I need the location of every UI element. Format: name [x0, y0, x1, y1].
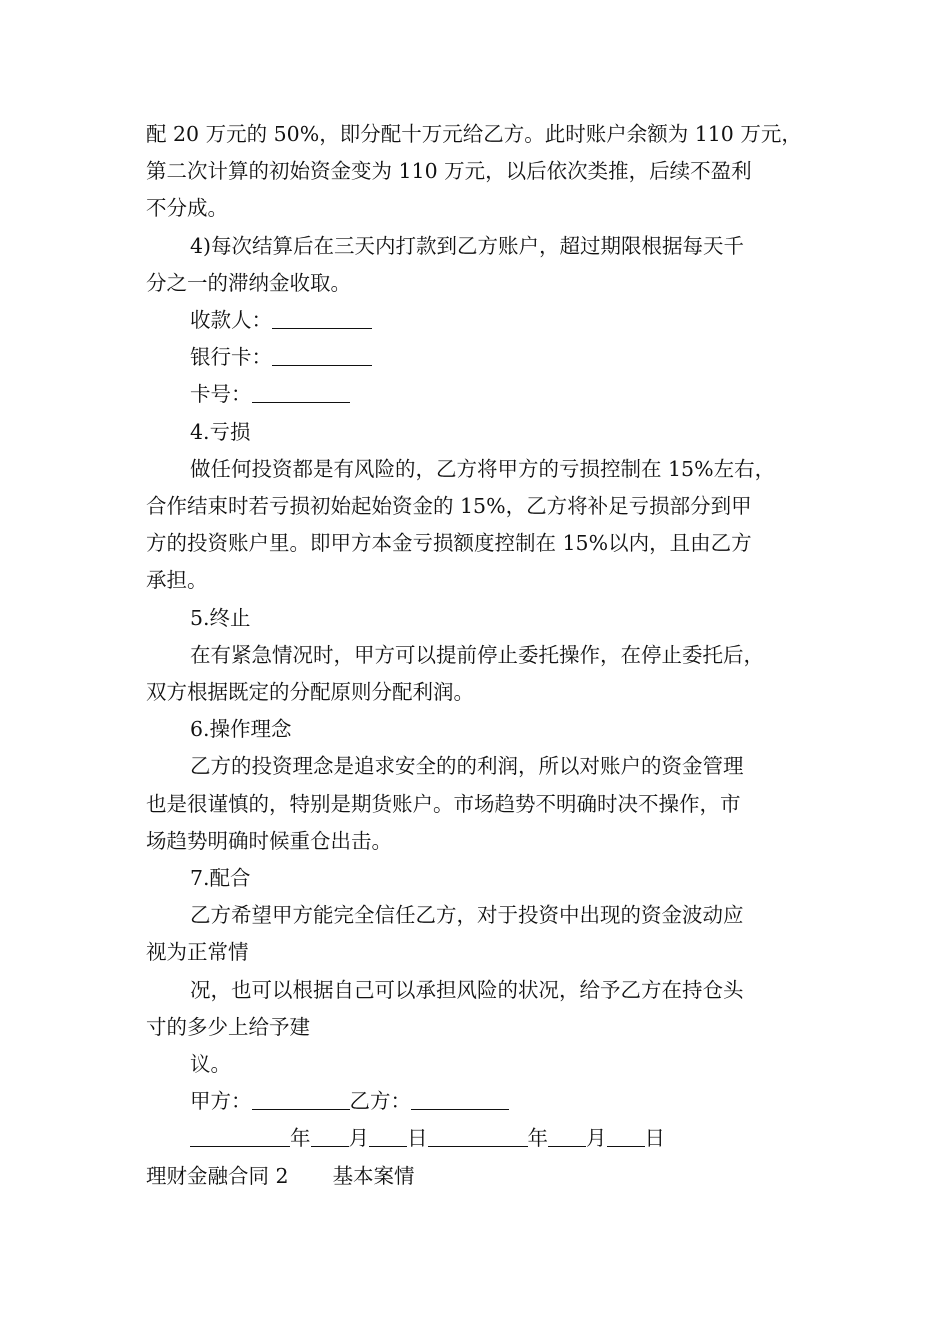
- card-label: 卡号：: [190, 382, 252, 407]
- month-b-label: 月: [586, 1126, 607, 1151]
- next-document-title: 理财金融合同 2: [146, 1163, 289, 1188]
- paragraph-line: 也是很谨慎的，特别是期货账户。市场趋势不明确时决不操作，市: [146, 791, 741, 816]
- party-b-blank: [411, 1089, 509, 1110]
- section-title: 5.终止: [190, 605, 251, 630]
- date-line: [146, 1120, 808, 1157]
- paragraph-line: 视为正常情: [146, 940, 249, 965]
- month-a-label: 月: [348, 1126, 369, 1151]
- signature-line: [146, 1083, 808, 1120]
- day-b-label: 日: [644, 1126, 665, 1151]
- paragraph-line: 承担。: [146, 568, 208, 593]
- next-document-heading: [146, 1158, 808, 1195]
- year-a-label: 年: [290, 1126, 311, 1151]
- card-blank: [252, 382, 350, 403]
- party-a-blank: [252, 1089, 350, 1110]
- paragraph-line: 场趋势明确时候重仓出击。: [146, 828, 392, 853]
- party-b-label: 乙方：: [349, 1089, 411, 1114]
- paragraph-line: 分之一的滞纳金收取。: [146, 270, 351, 295]
- paragraph-line: 配 20 万元的 50%，即分配十万元给乙方。此时账户余额为 110 万元，: [146, 122, 802, 146]
- paragraph-line: 不分成。: [146, 196, 228, 221]
- party-a-label: 甲方：: [190, 1089, 252, 1114]
- paragraph-line: 做任何投资都是有风险的，乙方将甲方的亏损控制在 15%左右，: [190, 456, 776, 481]
- paragraph-line: 第二次计算的初始资金变为 110 万元，以后依次类推，后续不盈利: [146, 159, 752, 184]
- payee-blank: [272, 308, 372, 329]
- year-b-blank: [428, 1126, 528, 1147]
- document-body: [146, 116, 808, 1195]
- day-b-blank: [607, 1126, 645, 1147]
- month-a-blank: [311, 1126, 349, 1147]
- paragraph-line: 合作结束时若亏损初始起始资金的 15%，乙方将补足亏损部分到甲: [146, 494, 752, 519]
- paragraph-line: 况，也可以根据自己可以承担风险的状况，给予乙方在持仓头: [190, 977, 744, 1002]
- card-line: [146, 376, 808, 413]
- paragraph-line: 方的投资账户里。即甲方本金亏损额度控制在 15%以内，且由乙方: [146, 531, 752, 556]
- bank-label: 银行卡：: [190, 345, 272, 370]
- paragraph-line: 议。: [190, 1052, 231, 1077]
- month-b-blank: [548, 1126, 586, 1147]
- bank-line: [146, 339, 808, 376]
- payee-line: [146, 302, 808, 339]
- paragraph-line: 4)每次结算后在三天内打款到乙方账户，超过期限根据每天千: [190, 233, 745, 258]
- section-title: 7.配合: [190, 866, 251, 891]
- paragraph-line: 双方根据既定的分配原则分配利润。: [146, 680, 474, 705]
- section-title: 6.操作理念: [190, 717, 292, 742]
- bank-blank: [272, 345, 372, 366]
- day-a-label: 日: [407, 1126, 428, 1151]
- year-b-label: 年: [527, 1126, 548, 1151]
- day-a-blank: [369, 1126, 407, 1147]
- paragraph-line: 寸的多少上给予建: [146, 1014, 310, 1039]
- paragraph-line: 在有紧急情况时，甲方可以提前停止委托操作，在停止委托后，: [190, 642, 764, 667]
- paragraph-line: 乙方希望甲方能完全信任乙方，对于投资中出现的资金波动应: [190, 903, 744, 928]
- payee-label: 收款人：: [190, 308, 272, 333]
- paragraph-line: 乙方的投资理念是追求安全的的利润，所以对账户的资金管理: [190, 754, 744, 779]
- section-title: 4.亏损: [190, 419, 251, 444]
- next-document-subtitle: 基本案情: [332, 1163, 415, 1188]
- year-a-blank: [190, 1126, 290, 1147]
